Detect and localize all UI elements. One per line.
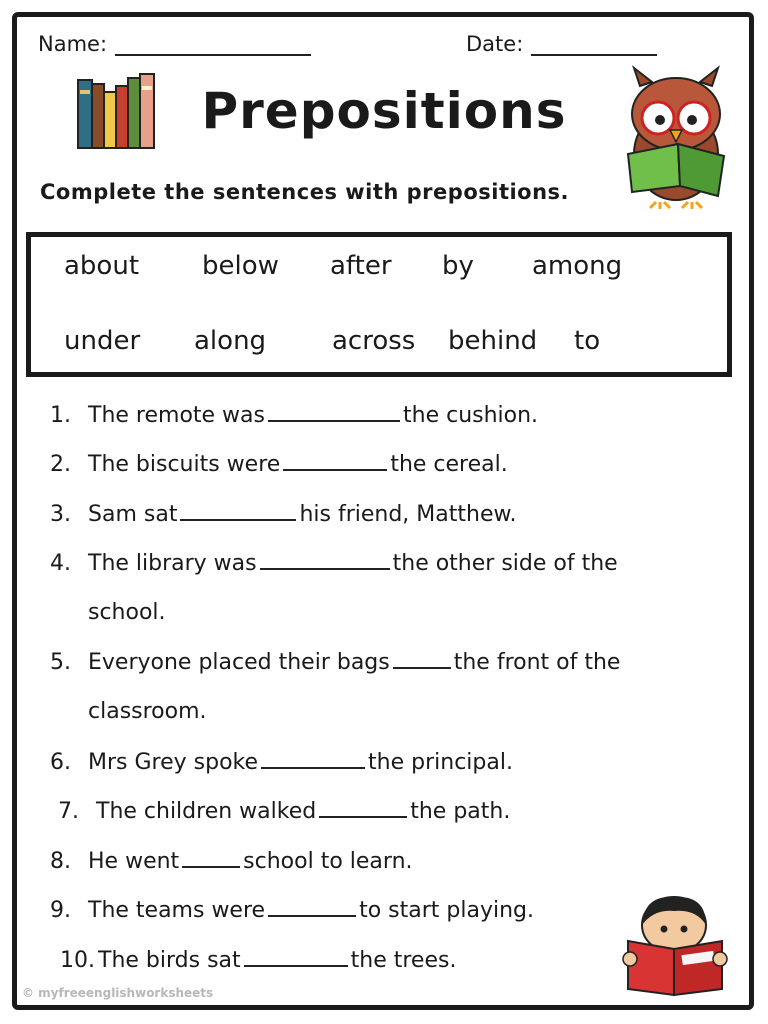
word-bank-item: under — [64, 326, 141, 356]
question-number: 8. — [50, 849, 71, 874]
question-4-continuation: school. — [88, 600, 166, 625]
word-bank-item: after — [330, 251, 392, 281]
word-bank-item: along — [194, 326, 267, 356]
word-bank-item: behind — [448, 326, 538, 356]
question-number: 7. — [58, 799, 79, 824]
name-field[interactable] — [38, 32, 311, 56]
date-label: Date: — [466, 32, 524, 56]
question-text-after: the principal. — [368, 750, 513, 775]
answer-blank[interactable] — [393, 649, 451, 669]
question-text-before: The children walked — [96, 799, 317, 824]
page-title: Prepositions — [201, 82, 567, 140]
question-5 — [50, 649, 620, 675]
question-text-after: to start playing. — [359, 898, 534, 923]
answer-blank[interactable] — [180, 501, 296, 521]
child-reading-icon — [620, 895, 730, 997]
question-text-after: the other side of the — [392, 551, 618, 576]
question-number: 5. — [50, 650, 71, 675]
question-text-after: the path. — [410, 799, 511, 824]
question-text-after: the cereal. — [390, 452, 508, 477]
question-text-before: The birds sat — [98, 948, 241, 973]
question-number: 2. — [50, 452, 71, 477]
answer-blank[interactable] — [260, 550, 390, 570]
question-number: 3. — [50, 502, 71, 527]
question-text-after: school to learn. — [243, 849, 413, 874]
question-text-before: The biscuits were — [88, 452, 281, 477]
question-text-after: the trees. — [350, 948, 457, 973]
question-text-before: He went — [88, 849, 180, 874]
answer-blank[interactable] — [319, 798, 407, 818]
question-9 — [50, 897, 534, 923]
word-bank-item: by — [442, 251, 474, 281]
word-bank-item: across — [332, 326, 416, 356]
question-2 — [50, 451, 508, 477]
question-6 — [50, 749, 513, 775]
question-8 — [50, 848, 413, 874]
answer-blank[interactable] — [261, 749, 365, 769]
answer-blank[interactable] — [268, 402, 400, 422]
word-bank-item: about — [64, 251, 140, 281]
question-text-after: the front of the — [453, 650, 621, 675]
question-number: 10. — [60, 948, 95, 973]
watermark-credit: © myfreeenglishworksheets — [22, 986, 214, 1000]
question-text-before: The remote was — [88, 403, 265, 428]
question-4 — [50, 550, 618, 576]
instruction-text: Complete the sentences with prepositions. — [40, 180, 570, 204]
question-1 — [50, 402, 538, 428]
answer-blank[interactable] — [244, 947, 348, 967]
date-field[interactable] — [466, 32, 657, 56]
word-bank-item: to — [574, 326, 601, 356]
question-text-before: Everyone placed their bags — [88, 650, 390, 675]
question-7 — [58, 798, 510, 824]
question-text-before: Mrs Grey spoke — [88, 750, 259, 775]
question-text-before: Sam sat — [88, 502, 178, 527]
question-3 — [50, 501, 516, 527]
question-5-continuation: classroom. — [88, 699, 207, 724]
name-line[interactable] — [115, 35, 311, 56]
question-number: 1. — [50, 403, 71, 428]
question-text-after: the cushion. — [403, 403, 539, 428]
question-text-before: The teams were — [88, 898, 266, 923]
answer-blank[interactable] — [283, 451, 387, 471]
word-bank-item: below — [202, 251, 279, 281]
question-text-before: The library was — [88, 551, 257, 576]
owl-reading-icon — [620, 62, 732, 210]
date-line[interactable] — [531, 35, 657, 56]
question-number: 9. — [50, 898, 71, 923]
question-text-after: his friend, Matthew. — [299, 502, 517, 527]
answer-blank[interactable] — [182, 848, 240, 868]
question-10 — [60, 947, 456, 973]
question-number: 6. — [50, 750, 71, 775]
name-label: Name: — [38, 32, 108, 56]
question-number: 4. — [50, 551, 71, 576]
answer-blank[interactable] — [268, 897, 356, 917]
word-bank-item: among — [532, 251, 623, 281]
